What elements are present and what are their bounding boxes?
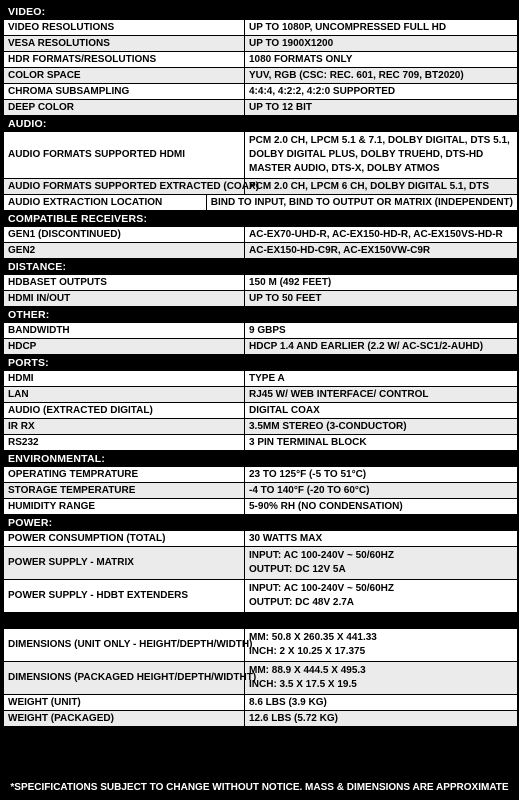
spec-label: DEEP COLOR <box>4 100 245 115</box>
spec-row <box>4 435 517 451</box>
spec-value: HDCP 1.4 AND EARLIER (2.2 W/ AC-SC1/2-AUHD) <box>249 340 484 352</box>
section-header: ENVIRONMENTAL: <box>8 453 106 465</box>
spec-value: BIND TO INPUT, BIND TO OUTPUT OR MATRIX (INDEPENDENT) <box>210 196 513 208</box>
spec-value: YUV, RGB (CSC: REC. 601, REC 709, BT2020) <box>249 69 464 81</box>
section-header <box>4 613 517 629</box>
spec-value: 150 M (492 FEET) <box>249 276 332 288</box>
spec-value <box>245 580 517 612</box>
spec-value: AC-EX150-HD-C9R, AC-EX150VW-C9R <box>249 244 431 256</box>
spec-label: DIMENSIONS (UNIT ONLY - HEIGHT/DEPTH/WIDTH) <box>4 629 245 661</box>
spec-row <box>4 243 517 259</box>
spec-row <box>4 132 517 179</box>
spec-row <box>4 339 517 355</box>
spec-value: 12.6 LBS (5.72 KG) <box>249 712 338 724</box>
spec-row <box>4 52 517 68</box>
spec-row <box>4 275 517 291</box>
spec-value-line: INPUT: AC 100-240V ~ 50/60HZ <box>249 550 394 561</box>
spec-row <box>4 467 517 483</box>
spec-row <box>4 499 517 515</box>
spec-value: 3 PIN TERMINAL BLOCK <box>249 436 367 448</box>
section-header: VIDEO: <box>8 6 46 18</box>
spec-label: AUDIO FORMATS SUPPORTED EXTRACTED (COAX) <box>4 179 245 194</box>
spec-row <box>4 547 517 580</box>
spec-label: GEN1 (DISCONTINUED) <box>4 227 245 242</box>
spec-row <box>4 179 517 195</box>
section-header: DISTANCE: <box>8 261 67 273</box>
spec-label: POWER SUPPLY - HDBT EXTENDERS <box>4 580 245 612</box>
spec-value: 9 GBPS <box>249 324 286 336</box>
spec-row <box>4 68 517 84</box>
spec-label: HDMI IN/OUT <box>4 291 245 306</box>
spec-label: OPERATING TEMPRATURE <box>4 467 245 482</box>
spec-row <box>4 195 517 211</box>
spec-row <box>4 371 517 387</box>
spec-label: POWER SUPPLY - MATRIX <box>4 547 245 579</box>
spec-row <box>4 695 517 711</box>
spec-label: AUDIO FORMATS SUPPORTED HDMI <box>4 132 245 178</box>
spec-label: LAN <box>4 387 245 402</box>
spec-label: AUDIO EXTRACTION LOCATION <box>4 195 207 210</box>
spec-value <box>245 547 517 579</box>
spec-value: AC-EX70-UHD-R, AC-EX150-HD-R, AC-EX150VS-HD-R <box>249 228 503 240</box>
spec-label: STORAGE TEMPERATURE <box>4 483 245 498</box>
spec-label: RS232 <box>4 435 245 450</box>
spec-label: WEIGHT (UNIT) <box>4 695 245 710</box>
spec-value: 30 WATTS MAX <box>249 532 323 544</box>
spec-value: PCM 2.0 CH, LPCM 5.1 & 7.1, DOLBY DIGITAL, DTS 5.1, DOLBY DIGITAL PLUS, DOLBY TRUEHD, DTS-HD MASTER AUDIO, DTS-X, DOLBY ATMOS <box>249 135 510 174</box>
spec-value: UP TO 1080P, UNCOMPRESSED FULL HD <box>249 21 447 33</box>
spec-value: DIGITAL COAX <box>249 404 320 416</box>
spec-value: 8.6 LBS (3.9 KG) <box>249 696 327 708</box>
spec-row <box>4 580 517 613</box>
spec-label: VESA RESOLUTIONS <box>4 36 245 51</box>
spec-value-line: MM: 50.8 X 260.35 X 441.33 <box>249 632 377 643</box>
spec-label: WEIGHT (PACKAGED) <box>4 711 245 726</box>
spec-value: 23 TO 125°F (-5 TO 51°C) <box>249 468 367 480</box>
spec-label: HDMI <box>4 371 245 386</box>
spec-value: UP TO 1900X1200 <box>249 37 334 49</box>
spec-row <box>4 531 517 547</box>
spec-value: UP TO 50 FEET <box>249 292 322 304</box>
spec-value: 3.5MM STEREO (3-CONDUCTOR) <box>249 420 407 432</box>
spec-row <box>4 36 517 52</box>
spec-value-line: OUTPUT: DC 12V 5A <box>249 564 346 575</box>
spec-label: IR RX <box>4 419 245 434</box>
spec-value <box>245 629 517 661</box>
spec-row <box>4 403 517 419</box>
spec-row <box>4 20 517 36</box>
spec-label: AUDIO (EXTRACTED DIGITAL) <box>4 403 245 418</box>
spec-value <box>245 662 517 694</box>
spec-value-line: INPUT: AC 100-240V ~ 50/60HZ <box>249 583 394 594</box>
spec-label: BANDWIDTH <box>4 323 245 338</box>
spec-row <box>4 100 517 116</box>
spec-value: PCM 2.0 CH, LPCM 6 CH, DOLBY DIGITAL 5.1, DTS <box>249 180 490 192</box>
spec-row <box>4 419 517 435</box>
section-header: PORTS: <box>8 357 49 369</box>
spec-row <box>4 291 517 307</box>
spec-label: HUMIDITY RANGE <box>4 499 245 514</box>
spec-row <box>4 629 517 662</box>
spec-row <box>4 662 517 695</box>
spec-value: 5-90% RH (NO CONDENSATION) <box>249 500 403 512</box>
spec-label: COLOR SPACE <box>4 68 245 83</box>
section-header: POWER: <box>8 517 53 529</box>
spec-label: VIDEO RESOLUTIONS <box>4 20 245 35</box>
spec-value-line: OUTPUT: DC 48V 2.7A <box>249 597 355 608</box>
spec-label: POWER CONSUMPTION (TOTAL) <box>4 531 245 546</box>
spec-row <box>4 483 517 499</box>
spec-label: CHROMA SUBSAMPLING <box>4 84 245 99</box>
spec-label: DIMENSIONS (PACKAGED HEIGHT/DEPTH/WIDTHT) <box>4 662 245 694</box>
spec-row <box>4 387 517 403</box>
spec-row <box>4 227 517 243</box>
spec-value: 4:4:4, 4:2:2, 4:2:0 SUPPORTED <box>249 85 396 97</box>
section-header: AUDIO: <box>8 118 47 130</box>
footnote: *SPECIFICATIONS SUBJECT TO CHANGE WITHOUT NOTICE. MASS & DIMENSIONS ARE APPROXIMATE <box>10 782 509 793</box>
spec-row <box>4 323 517 339</box>
spec-value: TYPE A <box>249 372 285 384</box>
spec-value: UP TO 12 BIT <box>249 101 312 113</box>
spec-row <box>4 84 517 100</box>
spec-value: 1080 FORMATS ONLY <box>249 53 353 65</box>
spec-label: HDR FORMATS/RESOLUTIONS <box>4 52 245 67</box>
spec-label: HDCP <box>4 339 245 354</box>
spec-value-line: INCH: 3.5 X 17.5 X 19.5 <box>249 679 357 690</box>
spec-row <box>4 711 517 727</box>
spec-value: RJ45 W/ WEB INTERFACE/ CONTROL <box>249 388 429 400</box>
section-header: COMPATIBLE RECEIVERS: <box>8 213 148 225</box>
spec-value-line: INCH: 2 X 10.25 X 17.375 <box>249 646 366 657</box>
spec-sheet <box>4 4 517 727</box>
spec-label: HDBASET OUTPUTS <box>4 275 245 290</box>
spec-value-line: MM: 88.9 X 444.5 X 495.3 <box>249 665 366 676</box>
spec-label: GEN2 <box>4 243 245 258</box>
section-header: OTHER: <box>8 309 50 321</box>
spec-value: -4 TO 140°F (-20 TO 60°C) <box>249 484 370 496</box>
